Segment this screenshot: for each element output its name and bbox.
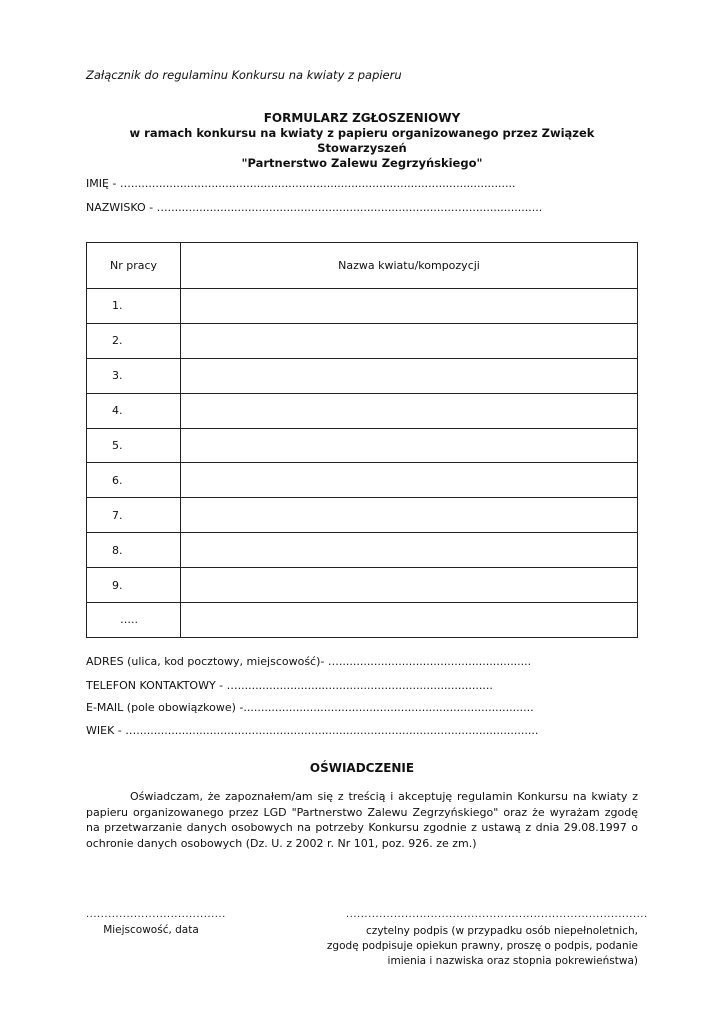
flower-name-cell[interactable]	[181, 428, 638, 463]
row-number: 8.	[87, 533, 181, 568]
form-title-main: FORMULARZ ZGŁOSZENIOWY	[263, 111, 461, 125]
flower-name-cell[interactable]	[181, 289, 638, 324]
place-date-label: Miejscowość, data	[103, 924, 199, 936]
table-row	[87, 533, 638, 568]
form-title-subtitle: w ramach konkursu na kwiaty z papieru organizowanego przez Związek Stowarzyszeń	[129, 126, 595, 155]
place-date-line[interactable]: ......................................	[86, 909, 226, 920]
annex-note: Załącznik do regulaminu Konkursu na kwiaty z papieru	[86, 68, 402, 82]
header-flower-name: Nazwa kwiatu/kompozycji	[181, 243, 638, 289]
row-number: 5.	[87, 428, 181, 463]
signature-line[interactable]: ..................................................................................	[346, 909, 648, 920]
flower-name-cell[interactable]	[181, 393, 638, 428]
flower-name-cell[interactable]	[181, 533, 638, 568]
form-title-organization: "Partnerstwo Zalewu Zegrzyńskiego"	[241, 156, 483, 170]
table-row	[87, 428, 638, 463]
table-row	[87, 603, 638, 638]
table-row	[87, 463, 638, 498]
row-number: 1.	[87, 289, 181, 324]
flower-name-cell[interactable]	[181, 498, 638, 533]
signature-label	[300, 924, 638, 969]
table-row	[87, 393, 638, 428]
declaration-text: Oświadczam, że zapoznałem/am się z treścią i akceptuję regulamin Konkursu na kwiaty z papieru organizowanego przez LGD "Partnerstwo Zalewu Zegrzyńskiego" oraz że wyrażam zgodę na przetwarzanie danych osobowych na potrzeby Konkursu zgodnie z ustawą z dnia 29.08.1997 o ochronie danych osobowych (Dz. U. z 2002 r. Nr 101, poz. 926. ze zm.)	[86, 790, 638, 850]
table-row	[87, 323, 638, 358]
declaration-title: OŚWIADCZENIE	[309, 761, 415, 775]
flower-name-cell[interactable]	[181, 568, 638, 603]
row-number: 6.	[87, 463, 181, 498]
signature-label-line: imienia i nazwiska oraz stopnia pokrewieństwa)	[387, 955, 638, 967]
table-row	[87, 358, 638, 393]
email-field[interactable]: E-MAIL (pole obowiązkowe) -...................................................................................	[86, 701, 534, 714]
last-name-field[interactable]: NAZWISKO - …..................................................................................…......................	[86, 201, 543, 214]
table-row	[87, 568, 638, 603]
flower-name-cell[interactable]	[181, 323, 638, 358]
row-number: …..	[87, 603, 181, 638]
age-field[interactable]: WIEK - …...................................................................................................................	[86, 724, 539, 737]
signature-label-line: czytelny podpis (w przypadku osób niepełnoletnich,	[366, 925, 638, 937]
table-row	[87, 289, 638, 324]
form-title	[86, 111, 638, 171]
flower-name-cell[interactable]	[181, 358, 638, 393]
address-field[interactable]: ADRES (ulica, kod pocztowy, miejscowość)- ….......................................................	[86, 655, 532, 668]
first-name-field[interactable]: IMIĘ - …..............................................................................................................	[86, 177, 516, 190]
row-number: 9.	[87, 568, 181, 603]
row-number: 7.	[87, 498, 181, 533]
row-number: 3.	[87, 358, 181, 393]
works-table	[86, 242, 638, 638]
row-number: 2.	[87, 323, 181, 358]
flower-name-cell[interactable]	[181, 463, 638, 498]
phone-field[interactable]: TELEFON KONTAKTOWY - ….........................................................................	[86, 679, 493, 692]
table-header-row	[87, 243, 638, 289]
header-work-number: Nr pracy	[87, 243, 181, 289]
table-row	[87, 498, 638, 533]
row-number: 4.	[87, 393, 181, 428]
signature-label-line: zgodę podpisuje opiekun prawny, proszę o podpis, podanie	[326, 940, 638, 952]
flower-name-cell[interactable]	[181, 603, 638, 638]
